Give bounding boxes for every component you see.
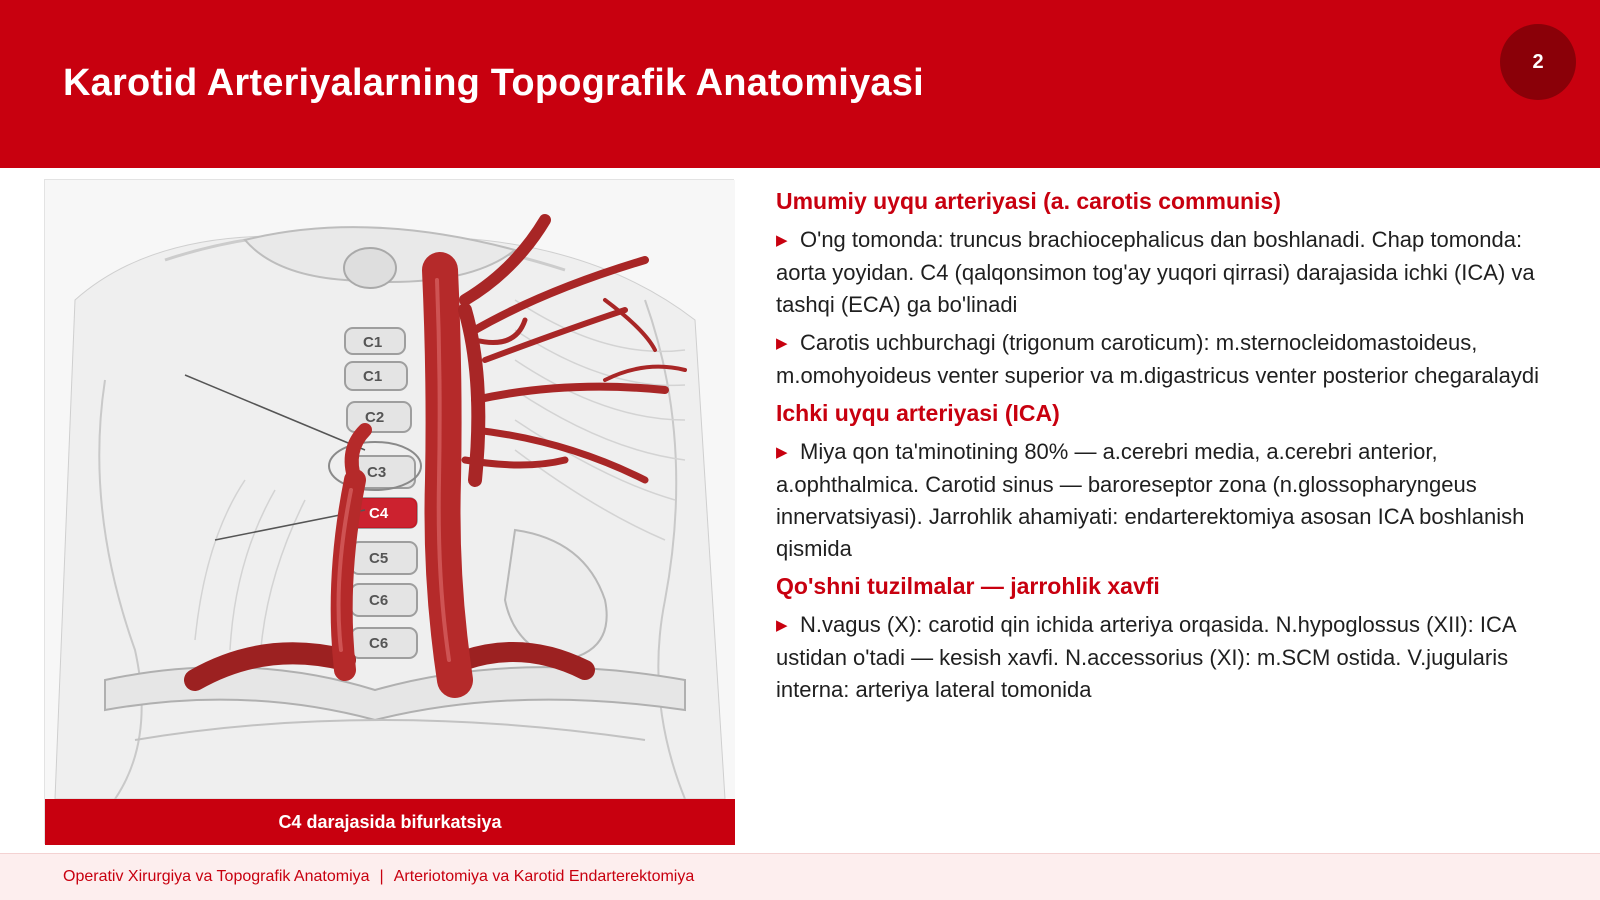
figure-caption: C4 darajasida bifurkatsiya <box>45 799 735 845</box>
vertebra-label-c1b: C1 <box>363 368 383 385</box>
section-title: Qo'shni tuzilmalar — jarrohlik xavfi <box>776 573 1160 599</box>
footer-topic: Arteriotomiya va Karotid Endarterektomiya <box>393 868 695 885</box>
bullet-text: N.vagus (X): carotid qin ichida arteriya orqasida. N.hypoglossus (XII): ICA ustidan o'tadi — kesish xavfi. N.accessorius (XI): m.SCM ostida. V.jugularis interna: arteriya lateral tomonida <box>776 612 1516 702</box>
page-number-badge: 2 <box>1500 24 1576 100</box>
section-title: Umumiy uyqu arteriyasi (a. carotis communis) <box>776 188 1281 214</box>
anatomy-figure <box>44 179 734 844</box>
content-column <box>776 186 1566 712</box>
bullet-text: Miya qon ta'minotining 80% — a.cerebri media, a.cerebri anterior, a.ophthalmica. Carotid sinus — baroreseptor zona (n.glossopharyngeus innervatsiyasi). Jarrohlik ahamiyati: endarterektomiya asosan ICA boshlanish qismida <box>776 439 1525 561</box>
bullet-text: O'ng tomonda: truncus brachiocephalicus dan boshlanadi. Chap tomonda: aorta yoyidan. C4 (qalqonsimon tog'ay yuqori qirrasi) darajasida ichki (ICA) va tashqi (ECA) ga bo'linadi <box>776 227 1535 317</box>
bullet-item <box>776 436 1566 565</box>
section-adjacent-structures <box>776 571 1566 706</box>
bullet-arrow-icon: ▶ <box>776 335 788 352</box>
bullet-arrow-icon: ▶ <box>776 444 788 461</box>
vertebra-label-c3: C3 <box>367 464 387 481</box>
bullet-arrow-icon: ▶ <box>776 617 788 634</box>
vertebra-label-c5: C5 <box>369 550 389 567</box>
bullet-item <box>776 609 1566 706</box>
header-bar <box>0 0 1600 168</box>
vertebra-label-c2: C2 <box>365 409 385 426</box>
section-internal-carotid <box>776 398 1566 565</box>
slide-title: Karotid Arteriyalarning Topografik Anatomiyasi <box>63 62 924 104</box>
footer-separator: | <box>379 868 384 885</box>
footer-text <box>63 868 694 886</box>
footer-bar <box>0 853 1600 900</box>
vertebra-label-c6a: C6 <box>369 592 389 609</box>
section-title: Ichki uyqu arteriyasi (ICA) <box>776 400 1060 426</box>
footer-course: Operativ Xirurgiya va Topografik Anatomiya <box>63 868 370 885</box>
bullet-item <box>776 224 1566 321</box>
section-common-carotid <box>776 186 1566 392</box>
vertebra-label-c4: C4 <box>369 505 389 522</box>
bullet-text: Carotis uchburchagi (trigonum caroticum): m.sternocleidomastoideus, m.omohyoideus venter superior va m.digastricus venter posterior chegaralaydi <box>776 330 1540 388</box>
vertebra-label-c1a: C1 <box>363 334 383 351</box>
bullet-item <box>776 327 1566 392</box>
carotid-anatomy-illustration <box>45 180 735 799</box>
bullet-arrow-icon: ▶ <box>776 232 788 249</box>
vertebra-label-c6b: C6 <box>369 635 389 652</box>
